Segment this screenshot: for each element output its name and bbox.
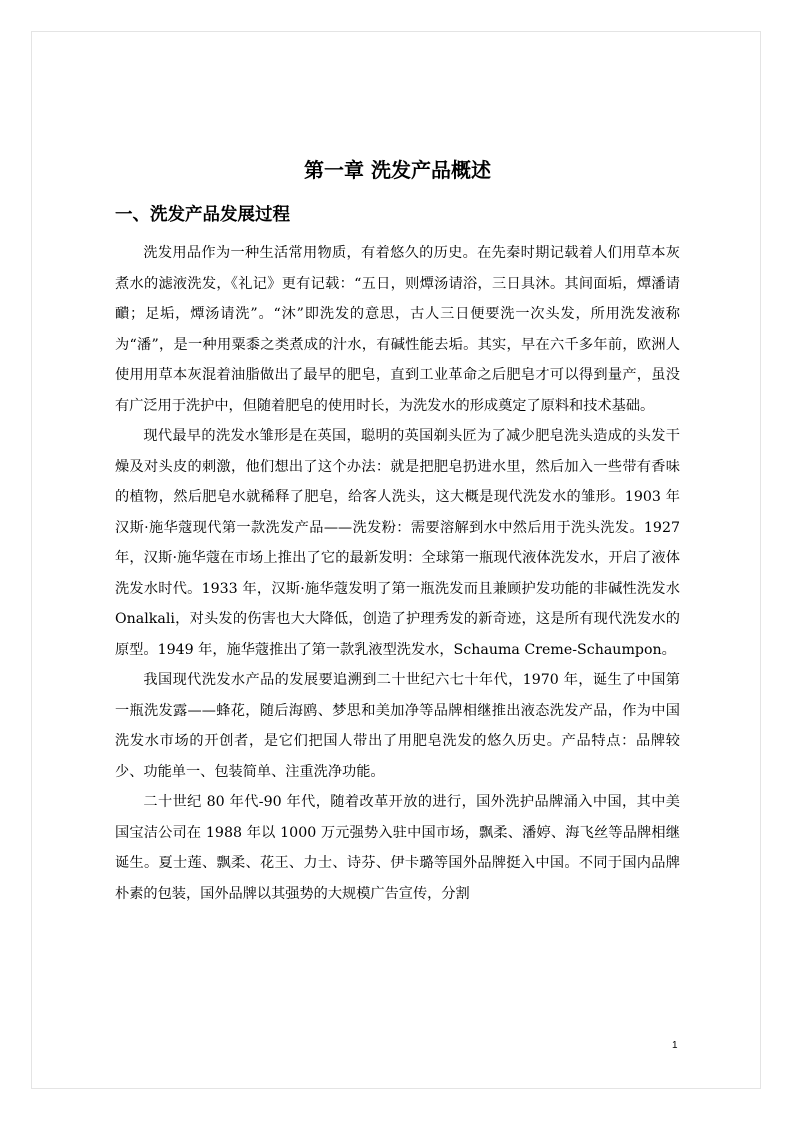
paragraph: 现代最早的洗发水雏形是在英国，聪明的英国剃头匠为了减少肥皂洗头造成的头发干燥及对头皮的刺激，他们想出了这个办法：就是把肥皂扔进水里，然后加入一些带有香味的植物，然后肥皂水就稀释了肥皂，给客人洗头，这大概是现代洗发水的雏形。1903 年汉斯·施华蔻现代第一款洗发产品——洗发粉：需要溶解到水中然后用于洗头洗发。1927 年，汉斯·施华蔻在市场上推出了它的最新发明：全球第一瓶现代液体洗发水，开启了液体洗发水时代。1933 年，汉斯·施华蔻发明了第一瓶洗发而且兼顾护发功能的非碱性洗发水 Onalkali，对头发的伤害也大大降低，创造了护理秀发的新奇迹，这是所有现代洗发水的原型。1949 年，施华蔻推出了第一款乳液型洗发水，Schauma Creme-Schaumpon。: [115, 428, 680, 658]
section-title: 一、洗发产品发展过程: [115, 205, 290, 225]
paragraph: 洗发用品作为一种生活常用物质，有着悠久的历史。在先秦时期记载着人们用草本灰煮水的滤液洗发，《礼记》更有记载：“五日，则燂汤请浴，三日具沐。其间面垢，燂潘请靧；足垢，燂汤请洗”。“沐”即洗发的意思，古人三日便要洗一次头发，所用洗发液称为“潘”，是一种用粟黍之类煮成的汁水，有碱性能去垢。其实，早在六千多年前，欧洲人使用用草本灰混着油脂做出了最早的肥皂，直到工业革命之后肥皂才可以得到量产，虽没有广泛用于洗护中，但随着肥皂的使用时长，为洗发水的形成奠定了原料和技术基础。: [115, 245, 680, 414]
paragraph: 我国现代洗发水产品的发展要追溯到二十世纪六七十年代，1970 年，诞生了中国第一瓶洗发露——蜂花，随后海鸥、梦思和美加净等品牌相继推出液态洗发产品，作为中国洗发水市场的开创者，是它们把国人带出了用肥皂洗发的悠久历史。产品特点：品牌较少、功能单一、包装简单、注重洗净功能。: [115, 672, 680, 780]
document-body: [115, 150, 680, 909]
paragraph: 二十世纪 80 年代-90 年代，随着改革开放的进行，国外洗护品牌涌入中国，其中美国宝洁公司在 1988 年以 1000 万元强势入驻中国市场，飘柔、潘婷、海飞丝等品牌相继诞生。夏士莲、飘柔、花王、力士、诗芬、伊卡璐等国外品牌挺入中国。不同于国内品牌朴素的包装，国外品牌以其强势的大规模广告宣传，分割: [115, 794, 680, 902]
page-number: 1: [672, 1040, 678, 1051]
chapter-title: 第一章 洗发产品概述: [304, 158, 491, 182]
